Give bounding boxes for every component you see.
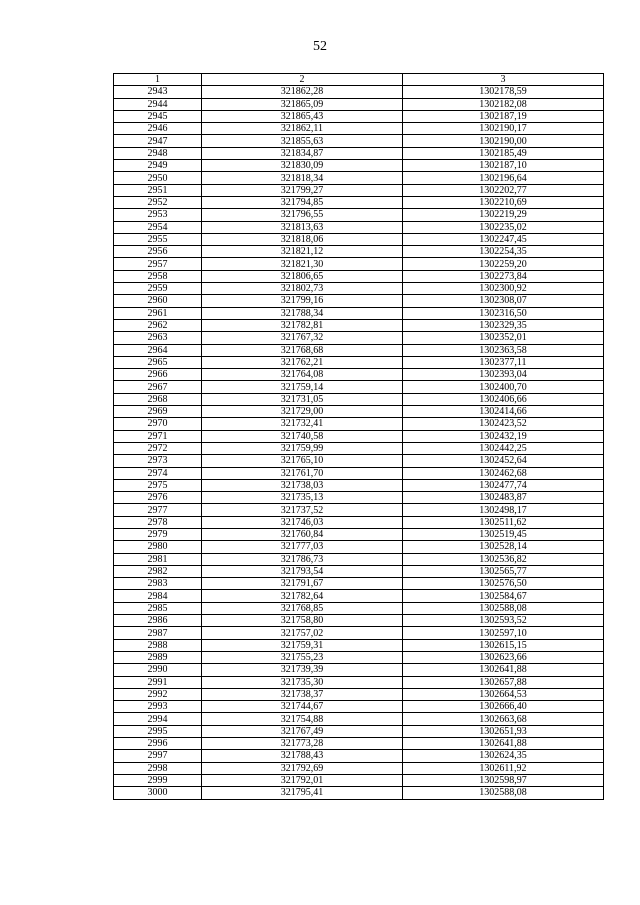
- table-row: [114, 184, 604, 196]
- point-number-cell: 2948: [114, 147, 202, 159]
- x-coordinate-cell: 321862,11: [202, 123, 403, 135]
- x-coordinate-cell: 321862,28: [202, 86, 403, 98]
- y-coordinate-cell: 1302588,08: [403, 602, 604, 614]
- table-row: [114, 86, 604, 98]
- x-coordinate-cell: 321759,31: [202, 639, 403, 651]
- table-row: [114, 651, 604, 663]
- table-row: [114, 332, 604, 344]
- x-coordinate-cell: 321818,06: [202, 233, 403, 245]
- x-coordinate-cell: 321735,13: [202, 492, 403, 504]
- table-row: [114, 553, 604, 565]
- table-row: [114, 160, 604, 172]
- y-coordinate-cell: 1302598,97: [403, 774, 604, 786]
- point-number-cell: 2983: [114, 578, 202, 590]
- table-row: [114, 258, 604, 270]
- table-row: [114, 664, 604, 676]
- y-coordinate-cell: 1302247,45: [403, 233, 604, 245]
- point-number-cell: 2949: [114, 160, 202, 172]
- y-coordinate-cell: 1302423,52: [403, 418, 604, 430]
- y-coordinate-cell: 1302588,08: [403, 787, 604, 799]
- y-coordinate-cell: 1302308,07: [403, 295, 604, 307]
- point-number-cell: 2995: [114, 725, 202, 737]
- y-coordinate-cell: 1302452,64: [403, 455, 604, 467]
- point-number-cell: 2958: [114, 270, 202, 282]
- point-number-cell: 2972: [114, 442, 202, 454]
- y-coordinate-cell: 1302498,17: [403, 504, 604, 516]
- table-row: [114, 110, 604, 122]
- y-coordinate-cell: 1302352,01: [403, 332, 604, 344]
- y-coordinate-cell: 1302316,50: [403, 307, 604, 319]
- point-number-cell: 2981: [114, 553, 202, 565]
- point-number-cell: 2957: [114, 258, 202, 270]
- x-coordinate-cell: 321755,23: [202, 651, 403, 663]
- x-coordinate-cell: 321794,85: [202, 196, 403, 208]
- table-row: [114, 578, 604, 590]
- point-number-cell: 2980: [114, 541, 202, 553]
- table-row: [114, 627, 604, 639]
- table-row: [114, 602, 604, 614]
- y-coordinate-cell: 1302641,88: [403, 738, 604, 750]
- table-row: [114, 344, 604, 356]
- table-row: [114, 774, 604, 786]
- point-number-cell: 2944: [114, 98, 202, 110]
- point-number-cell: 2991: [114, 676, 202, 688]
- y-coordinate-cell: 1302406,66: [403, 393, 604, 405]
- y-coordinate-cell: 1302400,70: [403, 381, 604, 393]
- point-number-cell: 2955: [114, 233, 202, 245]
- x-coordinate-cell: 321830,09: [202, 160, 403, 172]
- y-coordinate-cell: 1302597,10: [403, 627, 604, 639]
- y-coordinate-cell: 1302187,19: [403, 110, 604, 122]
- point-number-cell: 2979: [114, 528, 202, 540]
- table-row: [114, 738, 604, 750]
- x-coordinate-cell: 321746,03: [202, 516, 403, 528]
- table-row: [114, 98, 604, 110]
- page-number: 52: [313, 39, 327, 54]
- y-coordinate-cell: 1302483,87: [403, 492, 604, 504]
- table-row: [114, 196, 604, 208]
- table-row: [114, 590, 604, 602]
- y-coordinate-cell: 1302511,62: [403, 516, 604, 528]
- table-row: [114, 147, 604, 159]
- x-coordinate-cell: 321740,58: [202, 430, 403, 442]
- y-coordinate-cell: 1302615,15: [403, 639, 604, 651]
- y-coordinate-cell: 1302235,02: [403, 221, 604, 233]
- point-number-cell: 2999: [114, 774, 202, 786]
- coordinates-table: [113, 73, 604, 800]
- point-number-cell: 2965: [114, 356, 202, 368]
- x-coordinate-cell: 321777,03: [202, 541, 403, 553]
- point-number-cell: 2961: [114, 307, 202, 319]
- y-coordinate-cell: 1302185,49: [403, 147, 604, 159]
- point-number-cell: 2946: [114, 123, 202, 135]
- y-coordinate-cell: 1302254,35: [403, 246, 604, 258]
- x-coordinate-cell: 321818,34: [202, 172, 403, 184]
- x-coordinate-cell: 321762,21: [202, 356, 403, 368]
- point-number-cell: 2970: [114, 418, 202, 430]
- y-coordinate-cell: 1302593,52: [403, 615, 604, 627]
- table-row: [114, 221, 604, 233]
- point-number-cell: 3000: [114, 787, 202, 799]
- y-coordinate-cell: 1302536,82: [403, 553, 604, 565]
- x-coordinate-cell: 321793,54: [202, 565, 403, 577]
- x-coordinate-cell: 321782,81: [202, 319, 403, 331]
- table-row: [114, 381, 604, 393]
- y-coordinate-cell: 1302477,74: [403, 479, 604, 491]
- column-header-1: 1: [114, 74, 202, 86]
- point-number-cell: 2974: [114, 467, 202, 479]
- point-number-cell: 2966: [114, 369, 202, 381]
- table-row: [114, 762, 604, 774]
- x-coordinate-cell: 321792,69: [202, 762, 403, 774]
- table-row: [114, 283, 604, 295]
- point-number-cell: 2987: [114, 627, 202, 639]
- x-coordinate-cell: 321767,49: [202, 725, 403, 737]
- table-row: [114, 123, 604, 135]
- x-coordinate-cell: 321758,80: [202, 615, 403, 627]
- y-coordinate-cell: 1302657,88: [403, 676, 604, 688]
- table-row: [114, 676, 604, 688]
- table-row: [114, 688, 604, 700]
- table-row: [114, 369, 604, 381]
- point-number-cell: 2962: [114, 319, 202, 331]
- y-coordinate-cell: 1302414,66: [403, 406, 604, 418]
- x-coordinate-cell: 321767,32: [202, 332, 403, 344]
- point-number-cell: 2976: [114, 492, 202, 504]
- y-coordinate-cell: 1302651,93: [403, 725, 604, 737]
- y-coordinate-cell: 1302663,68: [403, 713, 604, 725]
- point-number-cell: 2982: [114, 565, 202, 577]
- x-coordinate-cell: 321773,28: [202, 738, 403, 750]
- point-number-cell: 2960: [114, 295, 202, 307]
- x-coordinate-cell: 321759,99: [202, 442, 403, 454]
- y-coordinate-cell: 1302462,68: [403, 467, 604, 479]
- y-coordinate-cell: 1302273,84: [403, 270, 604, 282]
- y-coordinate-cell: 1302624,35: [403, 750, 604, 762]
- x-coordinate-cell: 321761,70: [202, 467, 403, 479]
- x-coordinate-cell: 321735,30: [202, 676, 403, 688]
- point-number-cell: 2947: [114, 135, 202, 147]
- point-number-cell: 2989: [114, 651, 202, 663]
- x-coordinate-cell: 321855,63: [202, 135, 403, 147]
- point-number-cell: 2994: [114, 713, 202, 725]
- y-coordinate-cell: 1302300,92: [403, 283, 604, 295]
- table-row: [114, 319, 604, 331]
- y-coordinate-cell: 1302641,88: [403, 664, 604, 676]
- x-coordinate-cell: 321795,41: [202, 787, 403, 799]
- table-row: [114, 270, 604, 282]
- point-number-cell: 2971: [114, 430, 202, 442]
- point-number-cell: 2996: [114, 738, 202, 750]
- point-number-cell: 2967: [114, 381, 202, 393]
- x-coordinate-cell: 321796,55: [202, 209, 403, 221]
- x-coordinate-cell: 321729,00: [202, 406, 403, 418]
- y-coordinate-cell: 1302219,29: [403, 209, 604, 221]
- x-coordinate-cell: 321739,39: [202, 664, 403, 676]
- point-number-cell: 2998: [114, 762, 202, 774]
- y-coordinate-cell: 1302528,14: [403, 541, 604, 553]
- point-number-cell: 2959: [114, 283, 202, 295]
- x-coordinate-cell: 321738,37: [202, 688, 403, 700]
- point-number-cell: 2943: [114, 86, 202, 98]
- x-coordinate-cell: 321806,65: [202, 270, 403, 282]
- x-coordinate-cell: 321744,67: [202, 701, 403, 713]
- point-number-cell: 2990: [114, 664, 202, 676]
- y-coordinate-cell: 1302190,00: [403, 135, 604, 147]
- y-coordinate-cell: 1302182,08: [403, 98, 604, 110]
- table-row: [114, 479, 604, 491]
- point-number-cell: 2986: [114, 615, 202, 627]
- x-coordinate-cell: 321865,09: [202, 98, 403, 110]
- y-coordinate-cell: 1302377,11: [403, 356, 604, 368]
- table-row: [114, 209, 604, 221]
- y-coordinate-cell: 1302187,10: [403, 160, 604, 172]
- y-coordinate-cell: 1302623,66: [403, 651, 604, 663]
- y-coordinate-cell: 1302259,20: [403, 258, 604, 270]
- column-header-2: 2: [202, 74, 403, 86]
- x-coordinate-cell: 321768,85: [202, 602, 403, 614]
- x-coordinate-cell: 321821,30: [202, 258, 403, 270]
- x-coordinate-cell: 321791,67: [202, 578, 403, 590]
- x-coordinate-cell: 321782,64: [202, 590, 403, 602]
- y-coordinate-cell: 1302393,04: [403, 369, 604, 381]
- point-number-cell: 2963: [114, 332, 202, 344]
- y-coordinate-cell: 1302202,77: [403, 184, 604, 196]
- point-number-cell: 2973: [114, 455, 202, 467]
- x-coordinate-cell: 321834,87: [202, 147, 403, 159]
- x-coordinate-cell: 321788,34: [202, 307, 403, 319]
- x-coordinate-cell: 321788,43: [202, 750, 403, 762]
- table-row: [114, 393, 604, 405]
- x-coordinate-cell: 321754,88: [202, 713, 403, 725]
- table-row: [114, 430, 604, 442]
- x-coordinate-cell: 321760,84: [202, 528, 403, 540]
- x-coordinate-cell: 321768,68: [202, 344, 403, 356]
- table-row: [114, 565, 604, 577]
- x-coordinate-cell: 321802,73: [202, 283, 403, 295]
- x-coordinate-cell: 321737,52: [202, 504, 403, 516]
- table-row: [114, 406, 604, 418]
- point-number-cell: 2945: [114, 110, 202, 122]
- table-row: [114, 725, 604, 737]
- table-row: [114, 504, 604, 516]
- table-row: [114, 467, 604, 479]
- point-number-cell: 2993: [114, 701, 202, 713]
- table-row: [114, 713, 604, 725]
- y-coordinate-cell: 1302196,64: [403, 172, 604, 184]
- table-row: [114, 615, 604, 627]
- point-number-cell: 2997: [114, 750, 202, 762]
- point-number-cell: 2969: [114, 406, 202, 418]
- x-coordinate-cell: 321732,41: [202, 418, 403, 430]
- table-row: [114, 492, 604, 504]
- y-coordinate-cell: 1302611,92: [403, 762, 604, 774]
- table-row: [114, 418, 604, 430]
- point-number-cell: 2956: [114, 246, 202, 258]
- y-coordinate-cell: 1302190,17: [403, 123, 604, 135]
- table-row: [114, 455, 604, 467]
- table-row: [114, 541, 604, 553]
- point-number-cell: 2975: [114, 479, 202, 491]
- x-coordinate-cell: 321792,01: [202, 774, 403, 786]
- point-number-cell: 2977: [114, 504, 202, 516]
- x-coordinate-cell: 321786,73: [202, 553, 403, 565]
- table-row: [114, 307, 604, 319]
- y-coordinate-cell: 1302576,50: [403, 578, 604, 590]
- point-number-cell: 2952: [114, 196, 202, 208]
- table-row: [114, 639, 604, 651]
- x-coordinate-cell: 321799,16: [202, 295, 403, 307]
- x-coordinate-cell: 321731,05: [202, 393, 403, 405]
- y-coordinate-cell: 1302178,59: [403, 86, 604, 98]
- y-coordinate-cell: 1302210,69: [403, 196, 604, 208]
- y-coordinate-cell: 1302664,53: [403, 688, 604, 700]
- point-number-cell: 2950: [114, 172, 202, 184]
- x-coordinate-cell: 321738,03: [202, 479, 403, 491]
- x-coordinate-cell: 321759,14: [202, 381, 403, 393]
- table-row: [114, 701, 604, 713]
- y-coordinate-cell: 1302363,58: [403, 344, 604, 356]
- point-number-cell: 2984: [114, 590, 202, 602]
- table-row: [114, 135, 604, 147]
- point-number-cell: 2951: [114, 184, 202, 196]
- y-coordinate-cell: 1302519,45: [403, 528, 604, 540]
- y-coordinate-cell: 1302666,40: [403, 701, 604, 713]
- point-number-cell: 2953: [114, 209, 202, 221]
- point-number-cell: 2954: [114, 221, 202, 233]
- point-number-cell: 2968: [114, 393, 202, 405]
- x-coordinate-cell: 321799,27: [202, 184, 403, 196]
- table-row: [114, 528, 604, 540]
- table-row: [114, 442, 604, 454]
- y-coordinate-cell: 1302584,67: [403, 590, 604, 602]
- x-coordinate-cell: 321757,02: [202, 627, 403, 639]
- y-coordinate-cell: 1302432,19: [403, 430, 604, 442]
- table-row: [114, 787, 604, 799]
- table-row: [114, 356, 604, 368]
- table-row: [114, 172, 604, 184]
- table-row: [114, 246, 604, 258]
- table-body: [114, 86, 604, 799]
- x-coordinate-cell: 321865,43: [202, 110, 403, 122]
- point-number-cell: 2992: [114, 688, 202, 700]
- table-row: [114, 295, 604, 307]
- point-number-cell: 2985: [114, 602, 202, 614]
- x-coordinate-cell: 321813,63: [202, 221, 403, 233]
- x-coordinate-cell: 321765,10: [202, 455, 403, 467]
- table-header-row: [114, 74, 604, 86]
- x-coordinate-cell: 321764,08: [202, 369, 403, 381]
- x-coordinate-cell: 321821,12: [202, 246, 403, 258]
- column-header-3: 3: [403, 74, 604, 86]
- table-row: [114, 233, 604, 245]
- y-coordinate-cell: 1302442,25: [403, 442, 604, 454]
- point-number-cell: 2978: [114, 516, 202, 528]
- point-number-cell: 2964: [114, 344, 202, 356]
- table-row: [114, 750, 604, 762]
- y-coordinate-cell: 1302565,77: [403, 565, 604, 577]
- point-number-cell: 2988: [114, 639, 202, 651]
- table-row: [114, 516, 604, 528]
- y-coordinate-cell: 1302329,35: [403, 319, 604, 331]
